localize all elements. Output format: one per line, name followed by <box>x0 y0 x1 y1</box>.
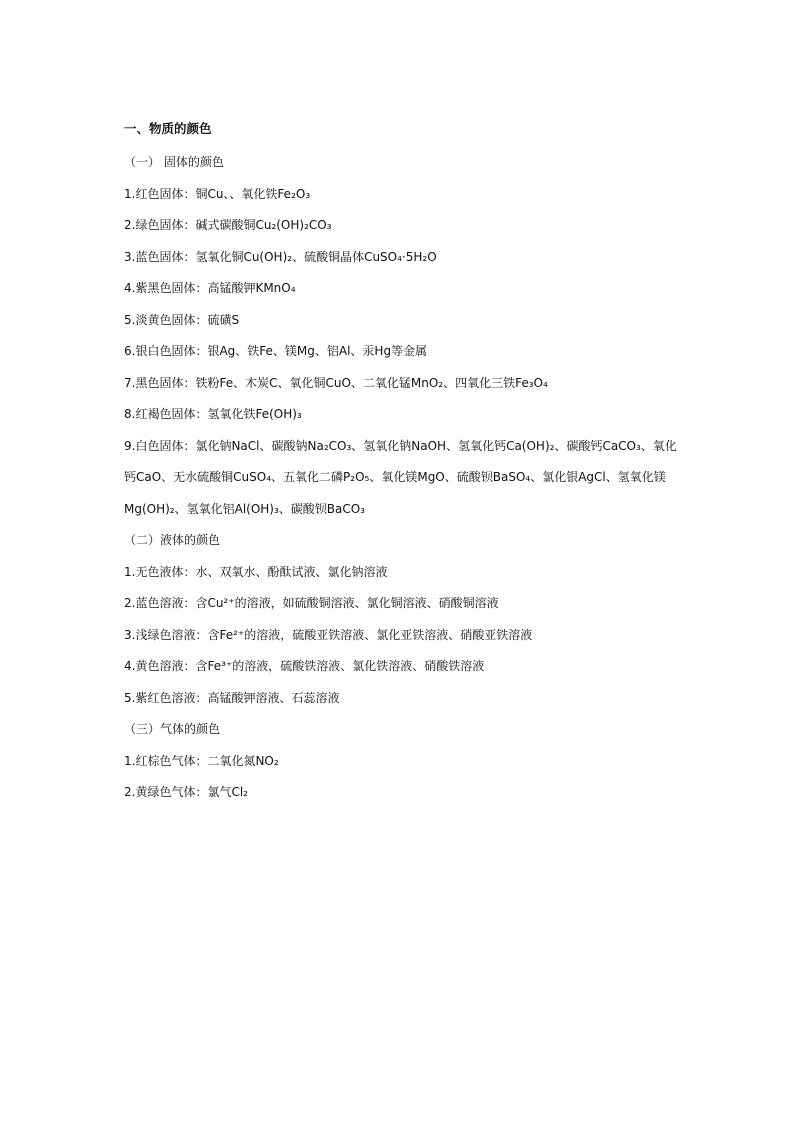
list-item: 2.绿色固体：碱式碳酸铜Cu₂(OH)₂CO₃ <box>124 218 332 232</box>
list-item: 4.黄色溶液：含Fe³⁺的溶液，硫酸铁溶液、氯化铁溶液、硝酸铁溶液 <box>124 659 485 673</box>
list-item: 9.白色固体：氯化钠NaCl、碳酸钠Na₂CO₃、氢氧化钠NaOH、氢氧化钙Ca(OH)₂、碳酸钙CaCO₃、氧化钙CaO、无水硫酸铜CuSO₄、五氧化二磷P₂O₅、氧化镁MgO、硫酸钡BaSO₄、氯化银AgCl、氢氧化镁Mg(OH)₂、氢氧化铝Al(OH)₃、碳酸钡BaCO₃ <box>124 438 677 516</box>
list-item: 1.无色液体：水、双氧水、酚酞试液、氯化钠溶液 <box>124 564 388 579</box>
list-item: 3.浅绿色溶液：含Fe²⁺的溶液，硫酸亚铁溶液、氯化亚铁溶液、硝酸亚铁溶液 <box>124 627 533 642</box>
section-heading-liquids: （二）液体的颜色 <box>124 533 221 547</box>
list-item: 2.黄绿色气体：氯气Cl₂ <box>124 785 248 799</box>
list-item: 5.紫红色溶液：高锰酸钾溶液、石蕊溶液 <box>124 690 340 705</box>
page-title: 一、物质的颜色 <box>124 121 212 136</box>
document-content <box>124 117 684 809</box>
section-heading-solids: （一） 固体的颜色 <box>124 155 224 169</box>
list-item: 6.银白色固体：银Ag、铁Fe、镁Mg、铝Al、汞Hg等金属 <box>124 344 428 358</box>
list-item: 3.蓝色固体：氢氧化铜Cu(OH)₂、硫酸铜晶体CuSO₄·5H₂O <box>124 249 437 264</box>
list-item: 5.淡黄色固体：硫磺S <box>124 312 240 327</box>
list-item: 7.黑色固体：铁粉Fe、木炭C、氧化铜CuO、二氧化锰MnO₂、四氧化三铁Fe₃O₄ <box>124 375 548 390</box>
list-item: 2.蓝色溶液：含Cu²⁺的溶液，如硫酸铜溶液、氯化铜溶液、硝酸铜溶液 <box>124 596 499 610</box>
list-item: 4.紫黑色固体：高锰酸钾KMnO₄ <box>124 281 296 295</box>
section-heading-gases: （三）气体的颜色 <box>124 722 221 736</box>
list-item: 1.红色固体：铜Cu、、氧化铁Fe₂O₃ <box>124 186 311 201</box>
list-item: 8.红褐色固体：氢氧化铁Fe(OH)₃ <box>124 407 302 421</box>
list-item: 1.红棕色气体：二氧化氮NO₂ <box>124 753 279 768</box>
